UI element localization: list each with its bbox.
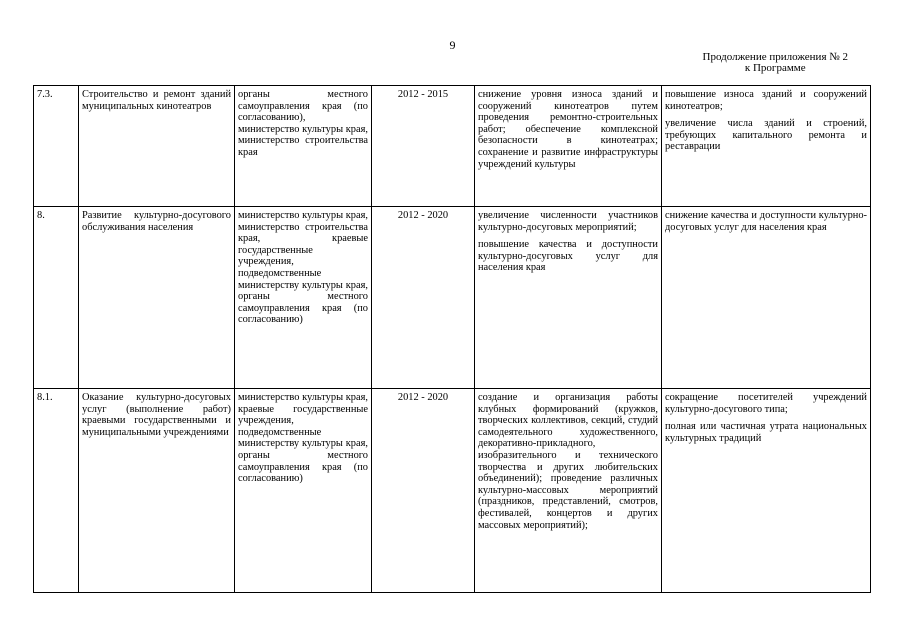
period: 2012 - 2015	[372, 86, 475, 207]
executors: министерство культуры края, краевые государственные учреждения, подведомственные министерству культуры края, органы местного самоуправления края (по согласованию)	[235, 389, 372, 593]
executors: органы местного самоуправления края (по согласованию), министерство культуры края, министерство строительства края	[235, 86, 372, 207]
consequence-paragraph: увеличение числа зданий и строений, требующих капитального ремонта и реставрации	[665, 118, 867, 153]
consequence-paragraph: снижение качества и доступности культурно-досуговых услуг для населения края	[665, 210, 867, 233]
consequences	[662, 389, 871, 593]
measure-name: Развитие культурно-досугового обслуживания населения	[79, 207, 235, 389]
appendix-line-2: к Программе	[744, 62, 806, 74]
consequences	[662, 207, 871, 389]
result-paragraph: повышение качества и доступности культурно-досуговых услуг для населения края	[478, 239, 658, 274]
program-table	[33, 85, 871, 593]
consequences	[662, 86, 871, 207]
consequence-paragraph: полная или частичная утрата национальных культурных традиций	[665, 421, 867, 444]
result-paragraph: создание и организация работы клубных формирований (кружков, творческих коллективов, секций, студий самодеятельного художественного, декоративно-прикладного, изобразительного и технического творчества и других любительских объединений); проведение различных культурно-массовых мероприятий (праздников, представлений, смотров, фестивалей, концертов и других массовых мероприятий);	[478, 392, 658, 531]
result-paragraph: увеличение численности участников культурно-досуговых мероприятий;	[478, 210, 658, 233]
table-row	[34, 86, 871, 207]
table-row	[34, 207, 871, 389]
measure-name: Оказание культурно-досуговых услуг (выполнение работ) краевыми государственными и муниципальными учреждениями	[79, 389, 235, 593]
period: 2012 - 2020	[372, 389, 475, 593]
expected-results	[475, 389, 662, 593]
consequence-paragraph: сокращение посетителей учреждений культурно-досугового типа;	[665, 392, 867, 415]
consequence-paragraph: повышение износа зданий и сооружений кинотеатров;	[665, 89, 867, 112]
row-number: 8.1.	[34, 389, 79, 593]
appendix-line-1: Продолжение приложения № 2	[702, 51, 848, 63]
row-number: 7.3.	[34, 86, 79, 207]
page-number: 9	[449, 38, 456, 52]
appendix-caption	[703, 52, 848, 74]
executors: министерство культуры края, министерство строительства края, краевые государственные учреждения, подведомственные министерству культуры края, органы местного самоуправления края (по согласованию)	[235, 207, 372, 389]
measure-name: Строительство и ремонт зданий муниципальных кинотеатров	[79, 86, 235, 207]
period: 2012 - 2020	[372, 207, 475, 389]
row-number: 8.	[34, 207, 79, 389]
table-row	[34, 389, 871, 593]
expected-results	[475, 86, 662, 207]
expected-results	[475, 207, 662, 389]
result-paragraph: снижение уровня износа зданий и сооружений кинотеатров путем проведения ремонтно-строительных работ; обеспечение комплексной безопасности в кинотеатрах; сохранение и развитие инфраструктуры учреждений культуры	[478, 89, 658, 170]
